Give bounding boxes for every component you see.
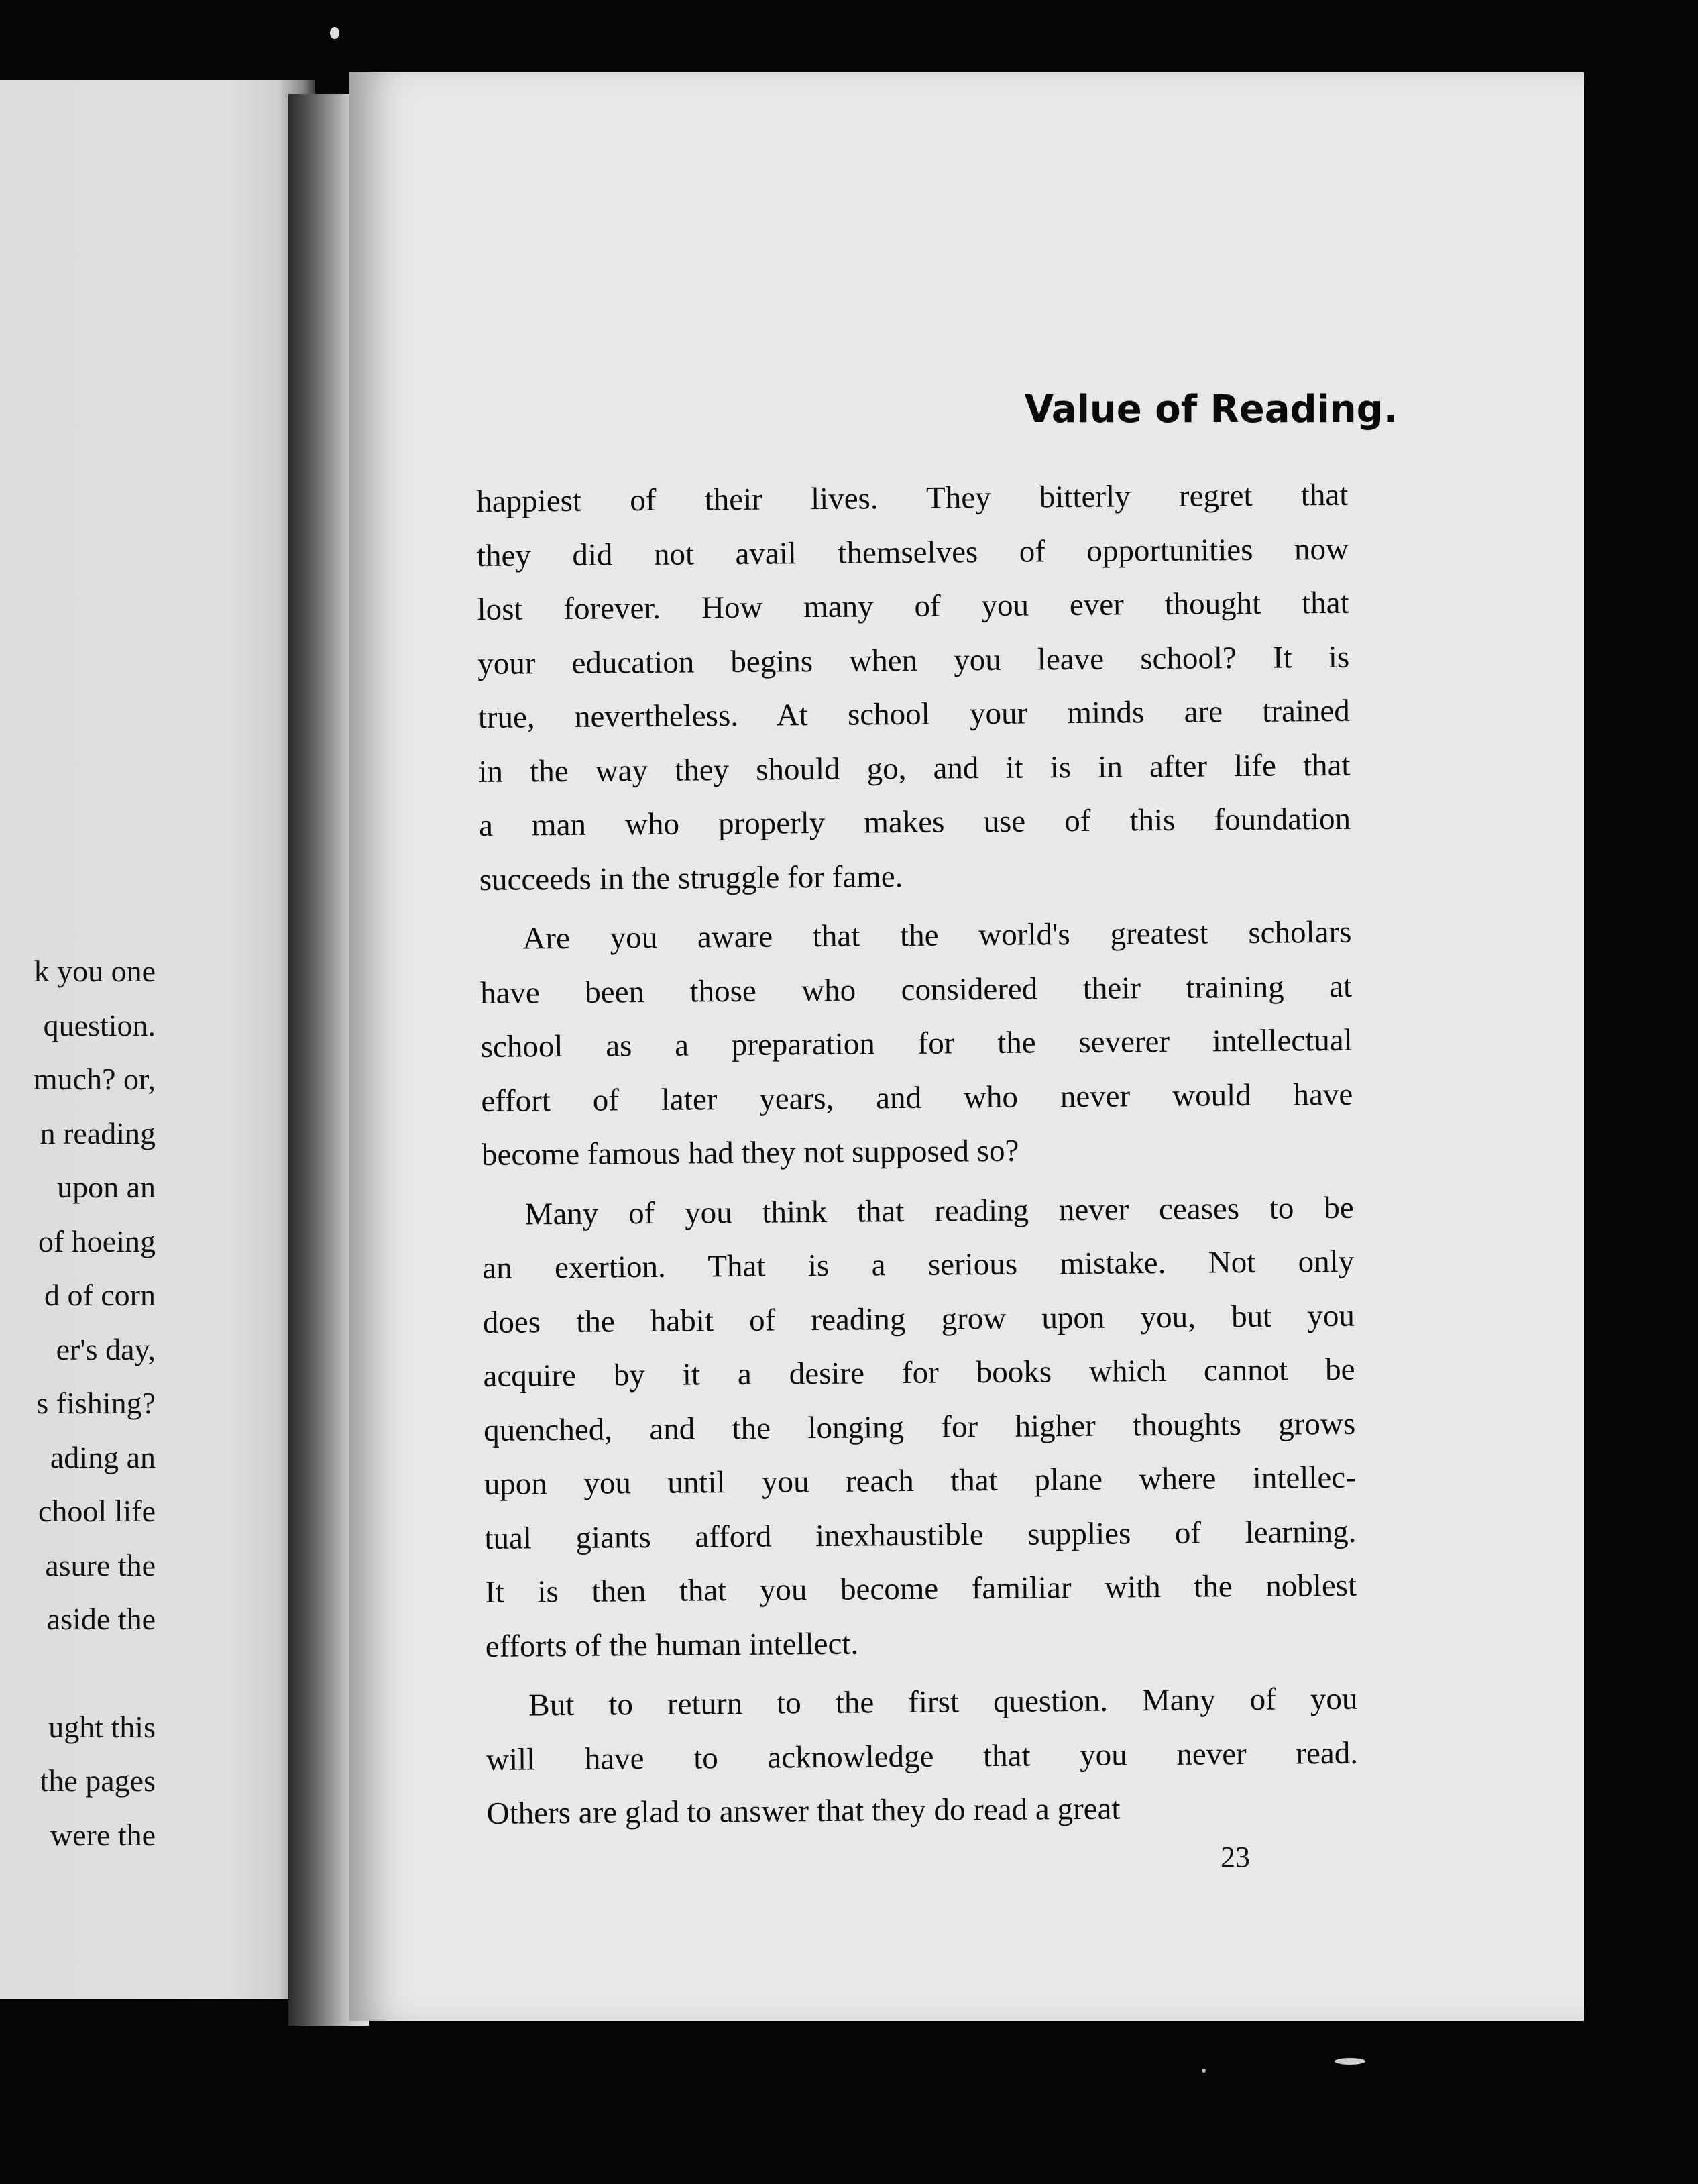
dust-speck	[330, 27, 339, 39]
text-line: does the habit of reading grow upon you, but you	[482, 1298, 1355, 1340]
text-line: school as a preparation for the severer intellectual	[480, 1022, 1353, 1064]
dust-speck	[1335, 2058, 1365, 2065]
text-line: But to return to the first question. Many of you	[528, 1681, 1358, 1723]
previous-page-gap	[0, 1647, 156, 1700]
text-line: Are you aware that the world's greatest scholars	[522, 914, 1352, 957]
previous-page	[0, 80, 315, 1999]
text-line: lost forever. How many of you ever thought that	[477, 585, 1349, 627]
previous-page-line: of hoeing	[38, 1223, 156, 1258]
previous-page-line: d of corn	[44, 1278, 156, 1312]
text-line: Others are glad to answer that they do read a great	[486, 1791, 1121, 1831]
previous-page-line: s fishing?	[36, 1386, 156, 1420]
text-line: your education begins when you leave school? It is	[477, 639, 1350, 681]
previous-page-line: the pages	[40, 1763, 156, 1798]
running-head: Value of Reading.	[1024, 388, 1398, 431]
text-line: have been those who considered their training at	[479, 969, 1353, 1011]
text-line: acquire by it a desire for books which cannot be	[483, 1352, 1355, 1394]
text-line: become famous had they not supposed so?	[481, 1133, 1019, 1172]
page-body	[476, 468, 1359, 1847]
previous-page-line: question.	[43, 1007, 156, 1042]
text-line: efforts of the human intellect.	[485, 1626, 859, 1664]
text-line: true, nevertheless. At school your minds are trained	[477, 693, 1351, 735]
text-line: Many of you think that reading never ceases to be	[524, 1190, 1354, 1232]
previous-page-line: were the	[50, 1817, 156, 1852]
previous-page-line: chool life	[38, 1494, 156, 1528]
text-line: an exertion. That is a serious mistake. Not only	[482, 1244, 1355, 1286]
previous-page-line: asure the	[45, 1547, 156, 1582]
dust-speck	[1202, 2069, 1206, 2073]
previous-page-line: er's day,	[56, 1331, 156, 1366]
paragraph	[479, 906, 1353, 1183]
previous-page-line: ading an	[50, 1439, 156, 1474]
previous-page-line: ught this	[48, 1709, 156, 1744]
text-line: quenched, and the longing for higher thoughts grows	[483, 1406, 1356, 1448]
text-line: upon you until you reach that plane where intellec-	[484, 1460, 1356, 1502]
paragraph	[476, 468, 1351, 907]
text-line: succeeds in the struggle for fame.	[479, 859, 903, 897]
text-line: It is then that you become familiar with the noblest	[484, 1568, 1357, 1610]
previous-page-line: much? or,	[33, 1062, 156, 1096]
page-number: 23	[1221, 1841, 1250, 1873]
text-line: a man who properly makes use of this foundation	[478, 801, 1351, 843]
previous-page-line: upon an	[57, 1170, 156, 1204]
text-line: will have to acknowledge that you never read.	[486, 1735, 1359, 1778]
paragraph	[486, 1672, 1359, 1841]
text-line: effort of later years, and who never would have	[481, 1077, 1353, 1119]
previous-page-line: aside the	[46, 1602, 156, 1636]
current-page	[349, 72, 1584, 2021]
text-line: tual giants afford inexhaustible supplies of learning.	[484, 1514, 1357, 1556]
text-line: in the way they should go, and it is in after life that	[478, 747, 1351, 789]
paragraph	[482, 1181, 1357, 1674]
previous-page-line: n reading	[40, 1115, 156, 1150]
previous-page-text	[0, 944, 156, 1862]
previous-page-line: k you one	[34, 954, 156, 988]
text-line: they did not avail themselves of opportunities now	[476, 531, 1349, 574]
text-line: happiest of their lives. They bitterly regret that	[476, 477, 1349, 519]
